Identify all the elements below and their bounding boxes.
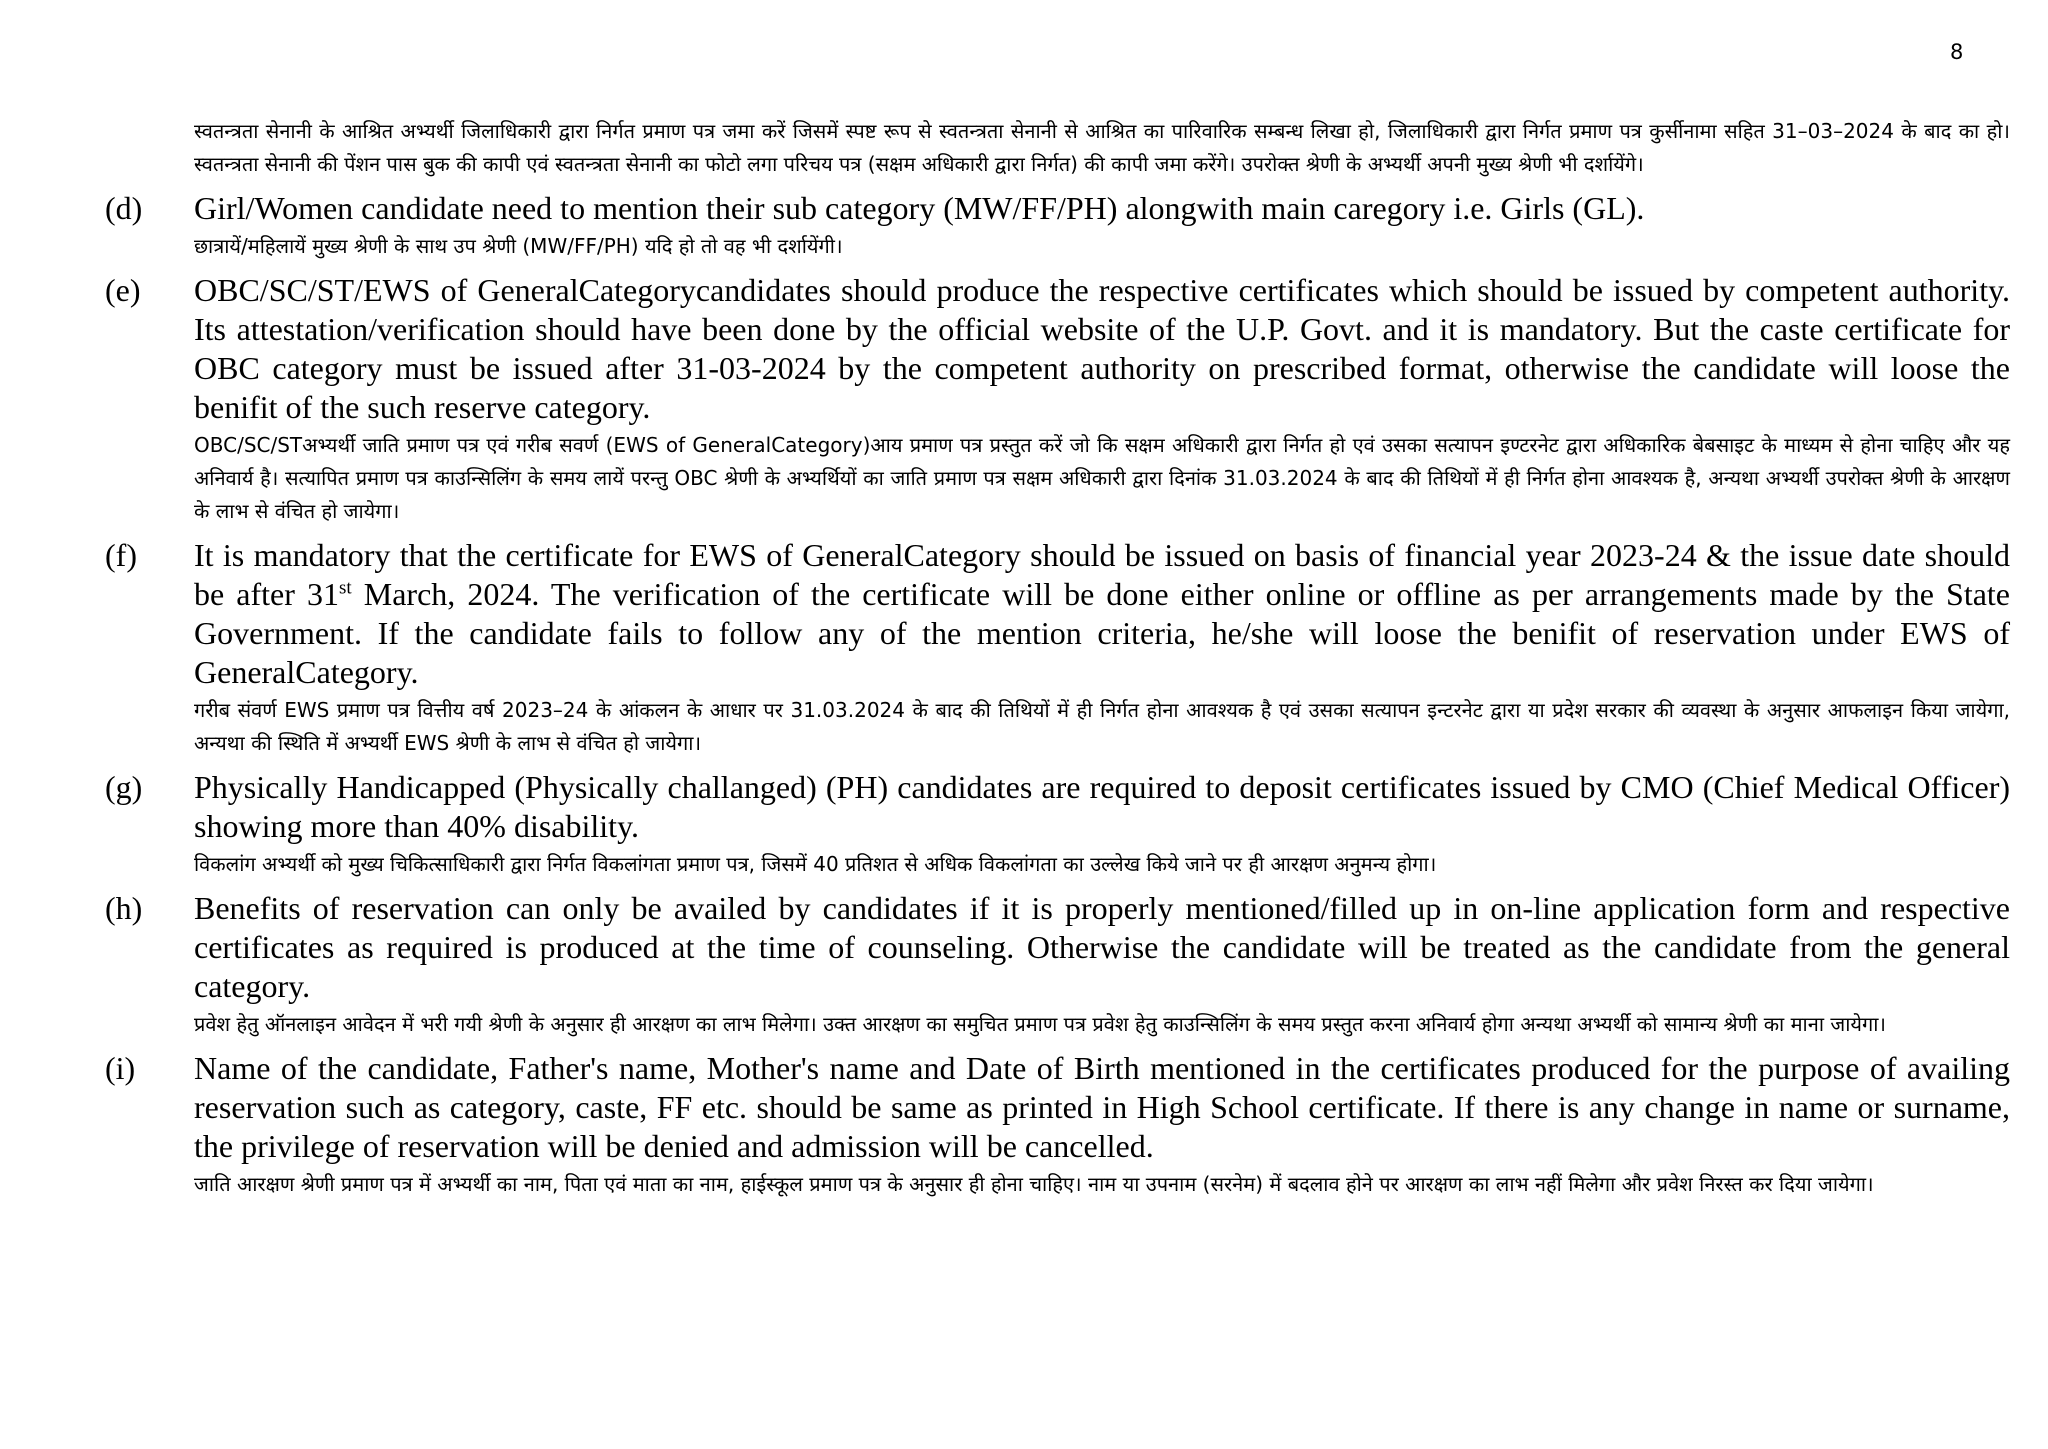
item-hindi-text: OBC/SC/STअभ्यर्थी जाति प्रमाण पत्र एवं गरीब सवर्ण (EWS of GeneralCategory)आय प्रमाण पत्र प्रस्तुत करें जो कि सक्षम अधिकारी द्वारा निर्गत हो एवं उसका सत्यापन इण्टरनेट द्वारा अधिकारिक बेबसाइट के माध्यम से होना चाहिए और यह अनिवार्य है। सत्यापित प्रमाण पत्र काउन्सिलिंग के समय लायें परन्तु OBC श्रेणी के अभ्यर्थियों का जाति प्रमाण पत्र सक्षम अधिकारी द्वारा दिनांक 31.03.2024 के बाद की तिथियों में ही निर्गत होना आवश्यक है, अन्यथा अभ्यर्थी उपरोक्त श्रेणी के आरक्षण के लाभ से वंचित हो जायेगा। bbox=[194, 433, 2010, 523]
item-body bbox=[194, 536, 2010, 760]
item-english-text: OBC/SC/ST/EWS of GeneralCategorycandidates should produce the respective certificates which should be issued by competent authority. Its attestation/verification should have been done by the official website of the U.P. Govt. and it is mandatory. But the caste certificate for OBC category must be issued after 31-03-2024 by the competent authority on prescribed format, otherwise the candidate will loose the benifit of the such reserve category. bbox=[194, 272, 2010, 425]
item-body bbox=[194, 1049, 2010, 1201]
item-body bbox=[194, 768, 2010, 881]
item-hindi-text: विकलांग अभ्यर्थी को मुख्य चिकित्साधिकारी द्वारा निर्गत विकलांगता प्रमाण पत्र, जिसमें 40 प्रतिशत से अधिक विकलांगता का उल्लेख किये जाने पर ही आरक्षण अनुमन्य होगा। bbox=[194, 852, 1437, 876]
item-hindi-text: छात्रायें/महिलायें मुख्य श्रेणी के साथ उप श्रेणी (MW/FF/PH) यदि हो तो वह भी दर्शायेंगी। bbox=[194, 234, 843, 258]
intro-hindi-paragraph: स्वतन्त्रता सेनानी के आश्रित अभ्यर्थी जिलाधिकारी द्वारा निर्गत प्रमाण पत्र जमा करें जिसमें स्पष्ट रूप से स्वतन्त्रता सेनानी से आश्रित का पारिवारिक सम्बन्ध लिखा हो, जिलाधिकारी द्वारा निर्गत प्रमाण पत्र कुर्सीनामा सहित 31–03–2024 के बाद का हो। स्वतन्त्रता सेनानी की पेंशन पास बुक की कापी एवं स्वतन्त्रता सेनानी का फोटो लगा परिचय पत्र (सक्षम अधिकारी द्वारा निर्गत) की कापी जमा करेंगे। उपरोक्त श्रेणी के अभ्यर्थी अपनी मुख्य श्रेणी भी दर्शायेंगे। bbox=[194, 119, 2010, 176]
page-number: 8 bbox=[1950, 40, 1964, 64]
item-label: (d) bbox=[105, 190, 143, 226]
item-english-text bbox=[194, 536, 2010, 692]
list-item-f bbox=[105, 536, 2010, 760]
item-label: (g) bbox=[105, 769, 143, 805]
list-item-h bbox=[105, 889, 2010, 1041]
item-label: (e) bbox=[105, 272, 141, 308]
item-body bbox=[194, 889, 2010, 1041]
item-label: (i) bbox=[105, 1050, 136, 1086]
english-text-part: March, 2024. The verification of the certificate will be done either online or offline as per arrangements made by the State Government. If the candidate fails to follow any of the mention criteria, he/she will loose the benifit of reservation under EWS of GeneralCategory. bbox=[194, 576, 2011, 690]
item-hindi-text: प्रवेश हेतु ऑनलाइन आवेदन में भरी गयी श्रेणी के अनुसार ही आरक्षण का लाभ मिलेगा। उक्त आरक्षण का समुचित प्रमाण पत्र प्रवेश हेतु काउन्सिलिंग के समय प्रस्तुत करना अनिवार्य होगा अन्यथा अभ्यर्थी को सामान्य श्रेणी का माना जायेगा। bbox=[194, 1012, 1887, 1036]
item-label: (f) bbox=[105, 537, 137, 573]
english-text-part: It is mandatory that the certificate for EWS of GeneralCategory should be issued on basis of financial year 2023-24 & the issue date should be after 31 bbox=[194, 537, 2010, 612]
item-english-text: Physically Handicapped (Physically challanged) (PH) candidates are required to deposit certificates issued by CMO (Chief Medical Officer) showing more than 40% disability. bbox=[194, 769, 2010, 844]
item-label: (h) bbox=[105, 890, 143, 926]
ordinal-suffix: st bbox=[339, 577, 352, 599]
item-body bbox=[194, 271, 2010, 528]
list-item-g bbox=[105, 768, 2010, 881]
item-english-text: Benefits of reservation can only be availed by candidates if it is properly mentioned/filled up in on-line application form and respective certificates as required is produced at the time of counseling. Otherwise the candidate will be treated as the candidate from the general category. bbox=[194, 890, 2010, 1004]
item-body bbox=[194, 189, 2010, 263]
document-content bbox=[105, 115, 2010, 1201]
list-item-e bbox=[105, 271, 2010, 528]
list-item-d bbox=[105, 189, 2010, 263]
item-hindi-text: जाति आरक्षण श्रेणी प्रमाण पत्र में अभ्यर्थी का नाम, पिता एवं माता का नाम, हाईस्कूल प्रमाण पत्र के अनुसार ही होना चाहिए। नाम या उपनाम (सरनेम) में बदलाव होने पर आरक्षण का लाभ नहीं मिलेगा और प्रवेश निरस्त कर दिया जायेगा। bbox=[194, 1172, 1874, 1196]
item-hindi-text: गरीब संवर्ण EWS प्रमाण पत्र वित्तीय वर्ष 2023–24 के आंकलन के आधार पर 31.03.2024 के बाद की तिथियों में ही निर्गत होना आवश्यक है एवं उसका सत्यापन इन्टरनेट द्वारा या प्रदेश सरकार की व्यवस्था के अनुसार आफलाइन किया जायेगा, अन्यथा की स्थिति में अभ्यर्थी EWS श्रेणी के लाभ से वंचित हो जायेगा। bbox=[194, 698, 2010, 755]
item-english-text: Girl/Women candidate need to mention their sub category (MW/FF/PH) alongwith main caregory i.e. Girls (GL). bbox=[194, 190, 1645, 226]
list-item-i bbox=[105, 1049, 2010, 1201]
item-english-text: Name of the candidate, Father's name, Mother's name and Date of Birth mentioned in the certificates produced for the purpose of availing reservation such as category, caste, FF etc. should be same as printed in High School certificate. If there is any change in name or surname, the privilege of reservation will be denied and admission will be cancelled. bbox=[194, 1050, 2010, 1164]
